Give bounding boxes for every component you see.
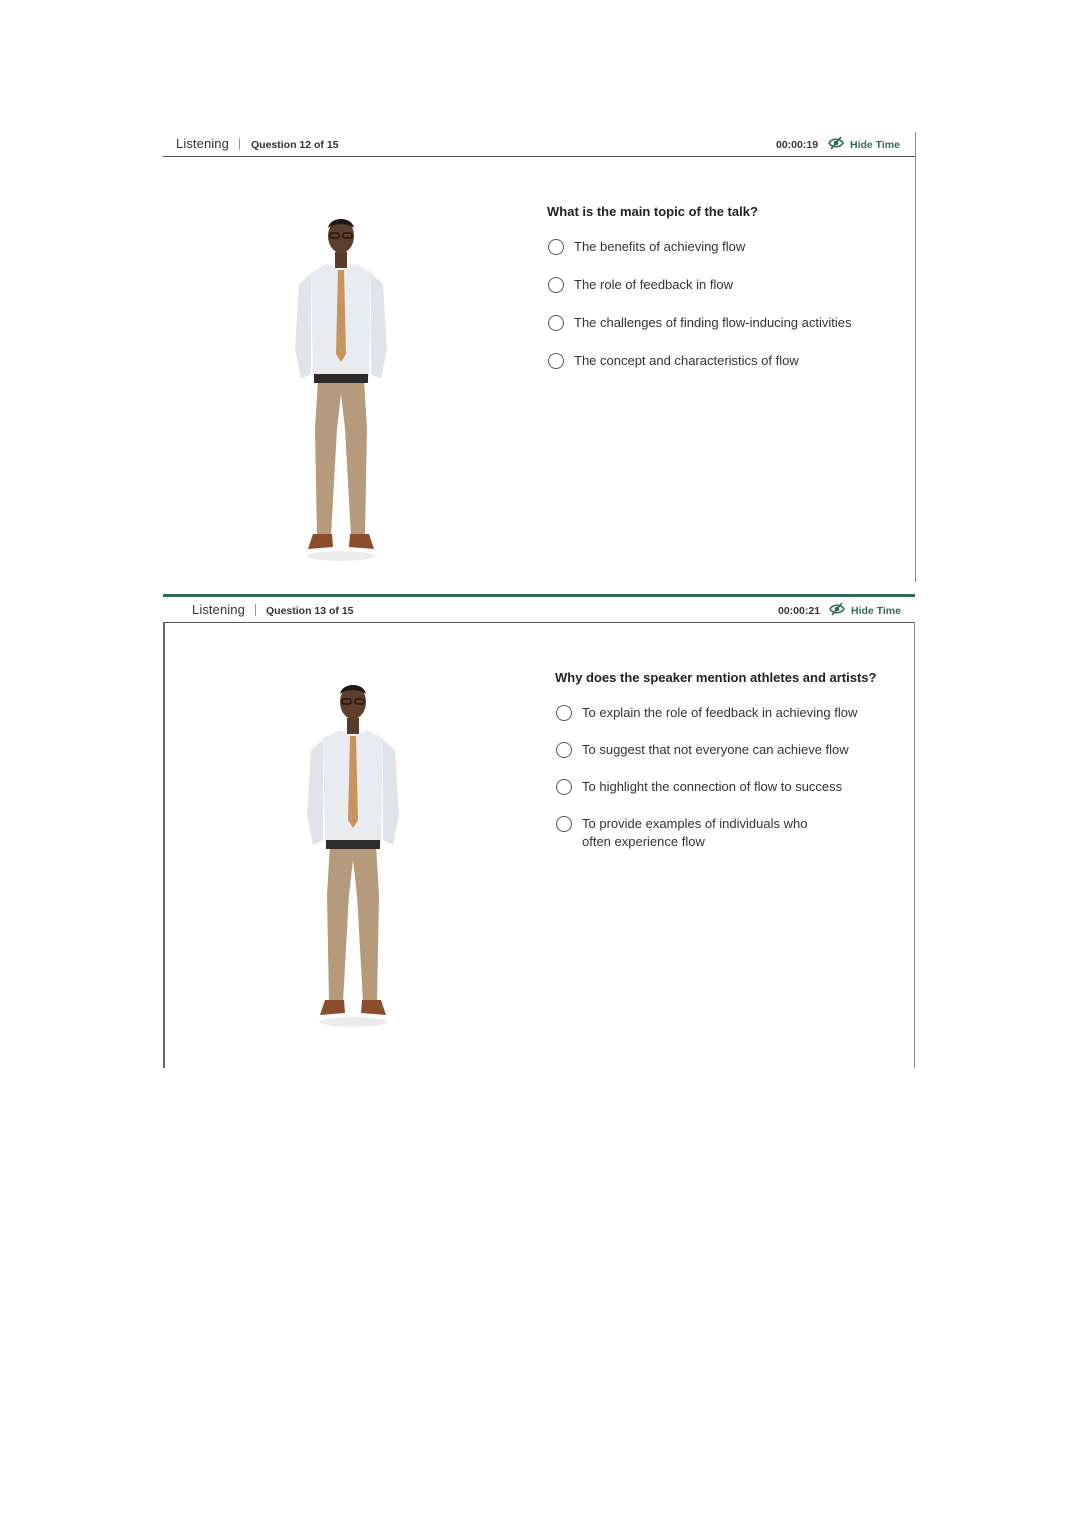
timer: 00:00:19 — [776, 139, 819, 151]
answer-options — [556, 704, 872, 852]
speaker-image — [293, 680, 413, 1030]
radio-button[interactable] — [548, 315, 564, 331]
option-label: The role of feedback in flow — [574, 277, 733, 292]
speaker-image — [281, 214, 401, 564]
question-text: Why does the speaker mention athletes and artists? — [555, 670, 877, 685]
option-label: To suggest that not everyone can achieve flow — [582, 742, 849, 757]
panel-border — [914, 622, 916, 1068]
answer-option[interactable] — [556, 741, 872, 778]
section-title: Listening — [192, 602, 245, 617]
question-text: What is the main topic of the talk? — [547, 204, 758, 219]
header-divider — [239, 138, 240, 150]
option-label: The challenges of finding flow-inducing activities — [574, 315, 852, 330]
answer-option[interactable] — [548, 314, 874, 352]
eye-slash-icon[interactable] — [829, 602, 845, 616]
test-header — [163, 598, 915, 623]
radio-button[interactable] — [556, 742, 572, 758]
question-screen-12 — [163, 132, 916, 582]
answer-option[interactable] — [556, 815, 872, 852]
panel-border — [915, 132, 917, 582]
answer-option[interactable] — [556, 778, 872, 815]
header-divider — [255, 604, 256, 616]
hide-time-button[interactable]: Hide Time — [851, 605, 901, 617]
option-label: The benefits of achieving flow — [574, 239, 746, 254]
radio-button[interactable] — [548, 239, 564, 255]
top-accent-bar — [163, 594, 915, 597]
option-label: To explain the role of feedback in achieving flow — [582, 705, 858, 720]
answer-option[interactable] — [548, 276, 874, 314]
radio-button[interactable] — [548, 277, 564, 293]
answer-option[interactable] — [548, 352, 874, 390]
panel-border-left — [163, 622, 165, 1068]
option-label: The concept and characteristics of flow — [574, 353, 799, 368]
hide-time-button[interactable]: Hide Time — [850, 139, 900, 151]
radio-button[interactable] — [556, 816, 572, 832]
answer-options — [548, 238, 874, 390]
option-label: To highlight the connection of flow to success — [582, 779, 843, 794]
question-screen-13 — [163, 594, 915, 1068]
eye-slash-icon[interactable] — [828, 136, 844, 150]
answer-option[interactable] — [556, 704, 872, 741]
timer: 00:00:21 — [778, 605, 821, 617]
radio-button[interactable] — [556, 779, 572, 795]
radio-button[interactable] — [548, 353, 564, 369]
test-header — [163, 132, 916, 157]
question-counter: Question 13 of 15 — [266, 605, 354, 617]
section-title: Listening — [176, 136, 229, 151]
question-counter: Question 12 of 15 — [251, 139, 339, 151]
radio-button[interactable] — [556, 705, 572, 721]
answer-option[interactable] — [548, 238, 874, 276]
option-label: To provide examples of individuals who often experience flow — [582, 816, 808, 849]
